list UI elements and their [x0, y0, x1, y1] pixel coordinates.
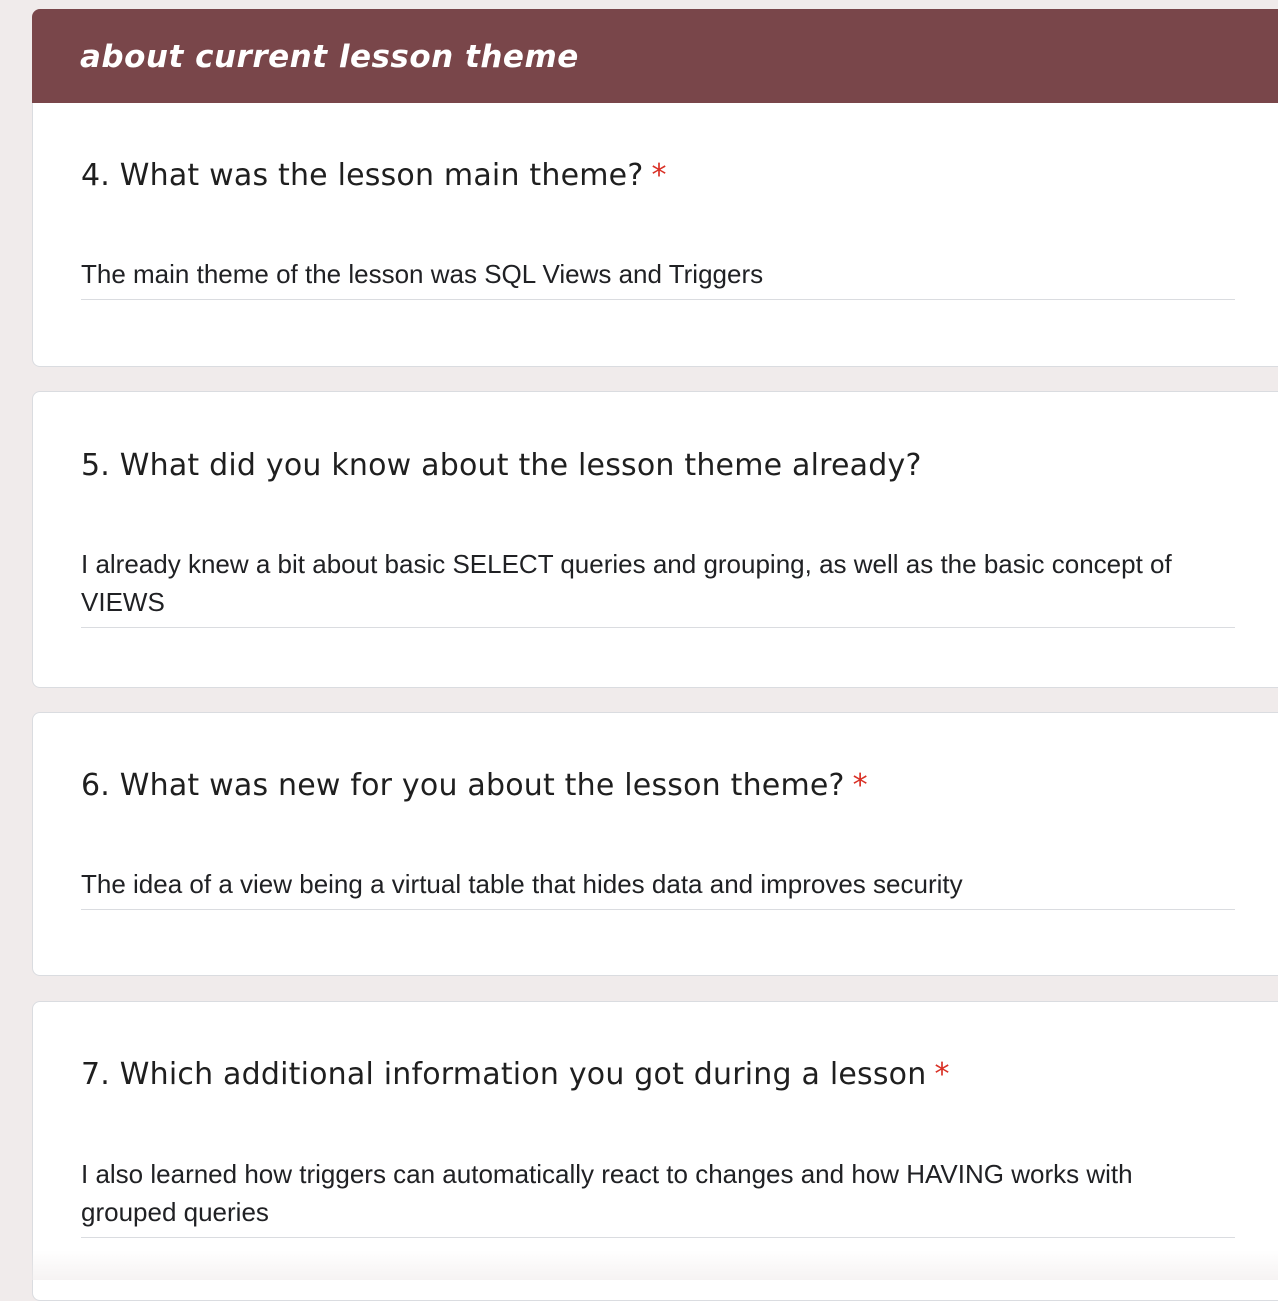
required-asterisk: * — [852, 768, 868, 803]
answer-field[interactable]: I already knew a bit about basic SELECT queries and grouping, as well as the basic concept of VIEWS — [81, 545, 1235, 628]
question-label — [81, 448, 922, 483]
question-card-5 — [32, 391, 1278, 688]
scroll-fade — [32, 1250, 1278, 1280]
required-asterisk: * — [651, 158, 667, 193]
answer-field[interactable]: The idea of a view being a virtual table that hides data and improves security — [81, 865, 1235, 910]
question-text: 4. What was the lesson main theme? — [81, 158, 644, 193]
question-label — [81, 158, 667, 193]
question-label — [81, 768, 868, 803]
question-card-6 — [32, 712, 1278, 976]
required-asterisk: * — [934, 1057, 950, 1092]
answer-field[interactable]: The main theme of the lesson was SQL Views and Triggers — [81, 255, 1235, 300]
question-label — [81, 1057, 950, 1092]
question-text: 5. What did you know about the lesson theme already? — [81, 448, 922, 483]
answer-field[interactable]: I also learned how triggers can automatically react to changes and how HAVING works with grouped queries — [81, 1155, 1235, 1238]
question-text: 6. What was new for you about the lesson theme? — [81, 768, 845, 803]
section-header — [32, 9, 1278, 103]
question-text: 7. Which additional information you got during a lesson — [81, 1057, 927, 1092]
section-title: about current lesson theme — [80, 39, 579, 75]
question-card-4 — [32, 103, 1278, 367]
